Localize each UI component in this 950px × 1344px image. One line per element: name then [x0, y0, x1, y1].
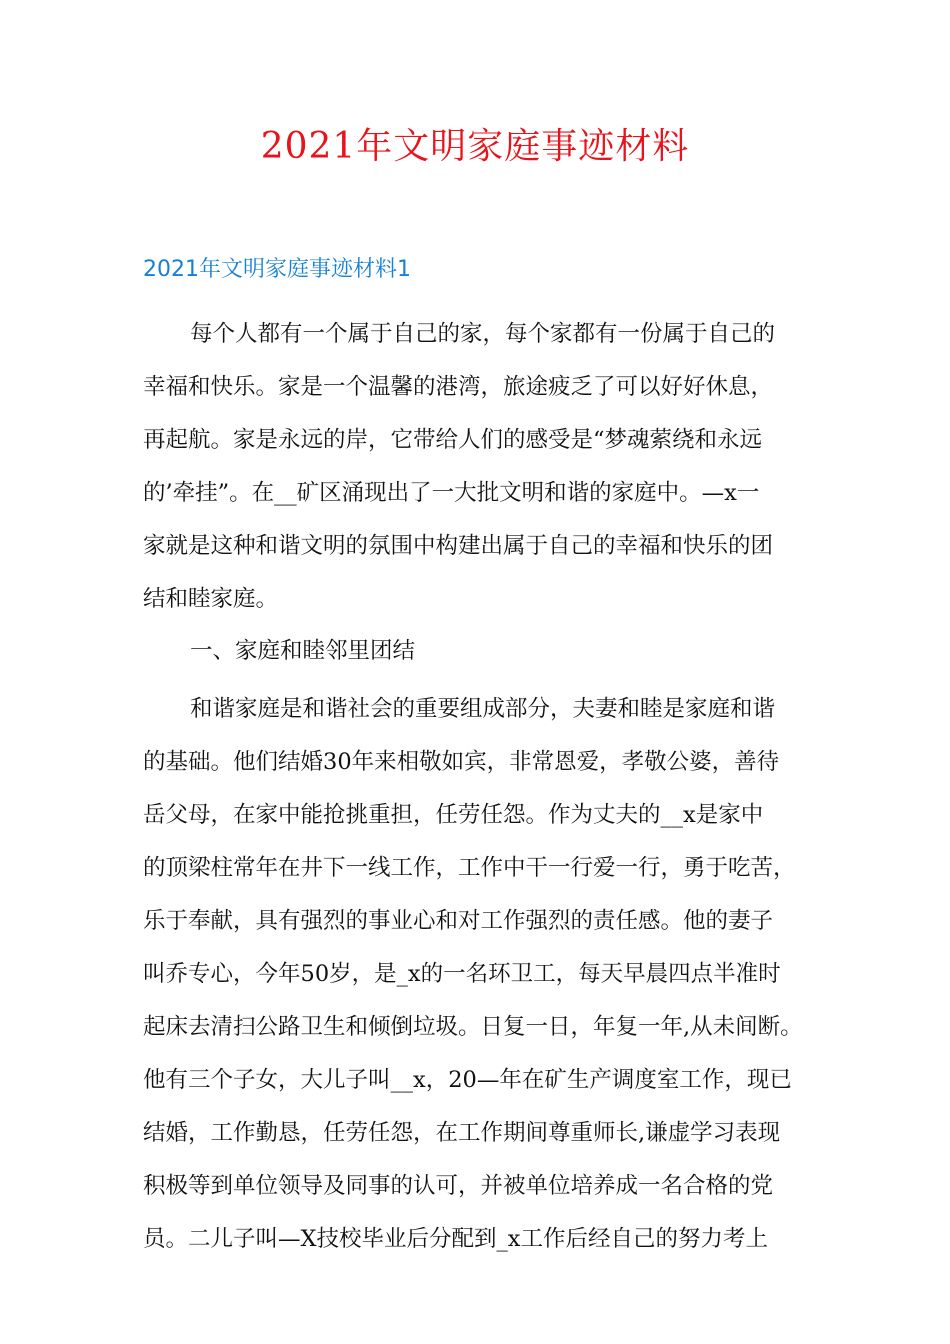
- section-heading: 2021年文明家庭事迹材料1: [143, 257, 411, 282]
- paragraph-line: 的基础。他们结婚30年来相敬如宾，非常恩爱，孝敬公婆，善待: [143, 749, 780, 775]
- paragraph-line: 的’牵挂”。在__矿区涌现出了一大批文明和谐的家庭中。—x一: [143, 480, 760, 506]
- paragraph-line: 积极等到单位领导及同事的认可，并被单位培养成一名合格的党: [143, 1173, 774, 1199]
- paragraph-line: 员。二儿子叫—X技校毕业后分配到_x工作后经自己的努力考上: [143, 1226, 768, 1252]
- paragraph-line: 家就是这种和谐文明的氛围中构建出属于自己的幸福和快乐的团: [143, 533, 774, 559]
- paragraph-line: 叫乔专心，今年50岁，是_x的一名环卫工，每天早晨四点半准时: [143, 961, 781, 987]
- paragraph-line: 结婚，工作勤恳，任劳任怨，在工作期间尊重师长,谦虚学习表现: [143, 1120, 781, 1146]
- paragraph-line: 乐于奉献，具有强烈的事业心和对工作强烈的责任感。他的妻子: [143, 908, 774, 934]
- paragraph-line: 的顶梁柱常年在井下一线工作，工作中干一行爱一行，勇于吃苦，: [143, 855, 796, 881]
- paragraph-intro: [143, 308, 843, 626]
- paragraph-line: 再起航。家是永远的岸，它带给人们的感受是“梦魂萦绕和永远: [143, 427, 763, 453]
- subheading-family-harmony: [143, 625, 843, 678]
- paragraph-line: 结和睦家庭。: [143, 586, 279, 612]
- paragraph-harmony: [143, 683, 843, 1266]
- document-title: 2021年文明家庭事迹材料: [260, 126, 690, 167]
- paragraph-line: 和谐家庭是和谐社会的重要组成部分，夫妻和睦是家庭和谐: [190, 696, 776, 722]
- paragraph-line: 他有三个子女，大儿子叫__x，20—年在矿生产调度室工作，现已: [143, 1067, 792, 1093]
- paragraph-line: 起床去清扫公路卫生和倾倒垃圾。日复一日，年复一年,从未间断。: [143, 1014, 803, 1040]
- subheading-text: 一、家庭和睦邻里团结: [190, 638, 416, 664]
- paragraph-line: 每个人都有一个属于自己的家，每个家都有一份属于自己的: [190, 321, 776, 347]
- paragraph-line: 幸福和快乐。家是一个温馨的港湾，旅途疲乏了可以好好休息，: [143, 374, 774, 400]
- paragraph-line: 岳父母，在家中能抢挑重担，任劳任怨。作为丈夫的__x是家中: [143, 802, 764, 828]
